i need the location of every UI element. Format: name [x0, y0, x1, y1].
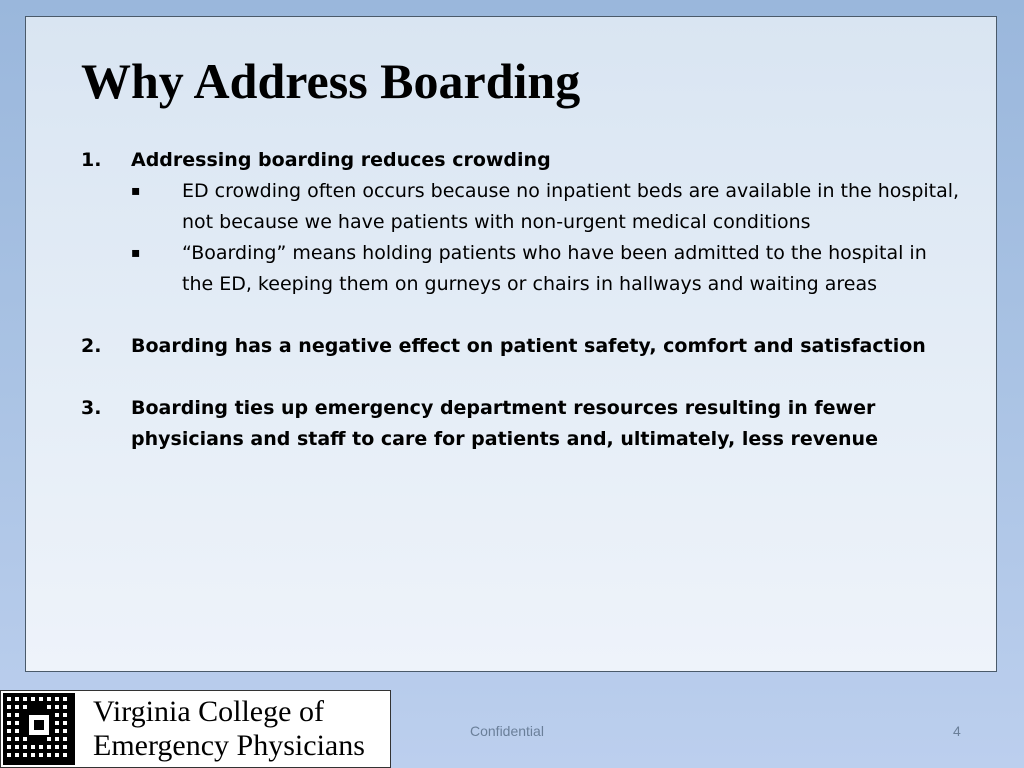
point-number: 1.: [81, 149, 102, 171]
logo-line-1: Virginia College of: [93, 695, 324, 728]
slide-content: [81, 145, 961, 455]
sub-bullet-item: [131, 238, 961, 300]
point-number: 2.: [81, 335, 102, 357]
sub-bullet-text: “Boarding” means holding patients who have been admitted to the hospital in the ED, keeping them on gurneys or chairs in hallways and waiting areas: [182, 242, 927, 295]
square-bullet-icon: ▪: [131, 183, 141, 199]
page-number: 4: [953, 723, 961, 739]
organization-logo: [0, 690, 391, 768]
footer-confidential-label: Confidential: [470, 723, 544, 739]
sub-bullet-text: ED crowding often occurs because no inpatient beds are available in the hospital, not because we have patients with non-urgent medical conditions: [182, 180, 960, 233]
numbered-point-2: [81, 331, 961, 362]
grid-logo-icon: [3, 693, 75, 765]
numbered-point-1: [81, 145, 961, 176]
sub-bullet-list: [131, 176, 961, 300]
point-number: 3.: [81, 397, 102, 419]
logo-wordmark: [93, 695, 365, 763]
logo-line-2: Emergency Physicians: [93, 729, 365, 762]
point-text: Boarding ties up emergency department resources resulting in fewer physicians and staff to care for patients and, ultimately, less revenue: [131, 397, 878, 450]
sub-bullet-item: [131, 176, 961, 238]
numbered-point-3: [81, 393, 961, 455]
square-bullet-icon: ▪: [131, 245, 141, 261]
point-text: Addressing boarding reduces crowding: [131, 149, 551, 171]
point-text: Boarding has a negative effect on patient safety, comfort and satisfaction: [131, 335, 926, 357]
slide-panel: [25, 16, 997, 672]
slide-title: Why Address Boarding: [81, 53, 581, 109]
